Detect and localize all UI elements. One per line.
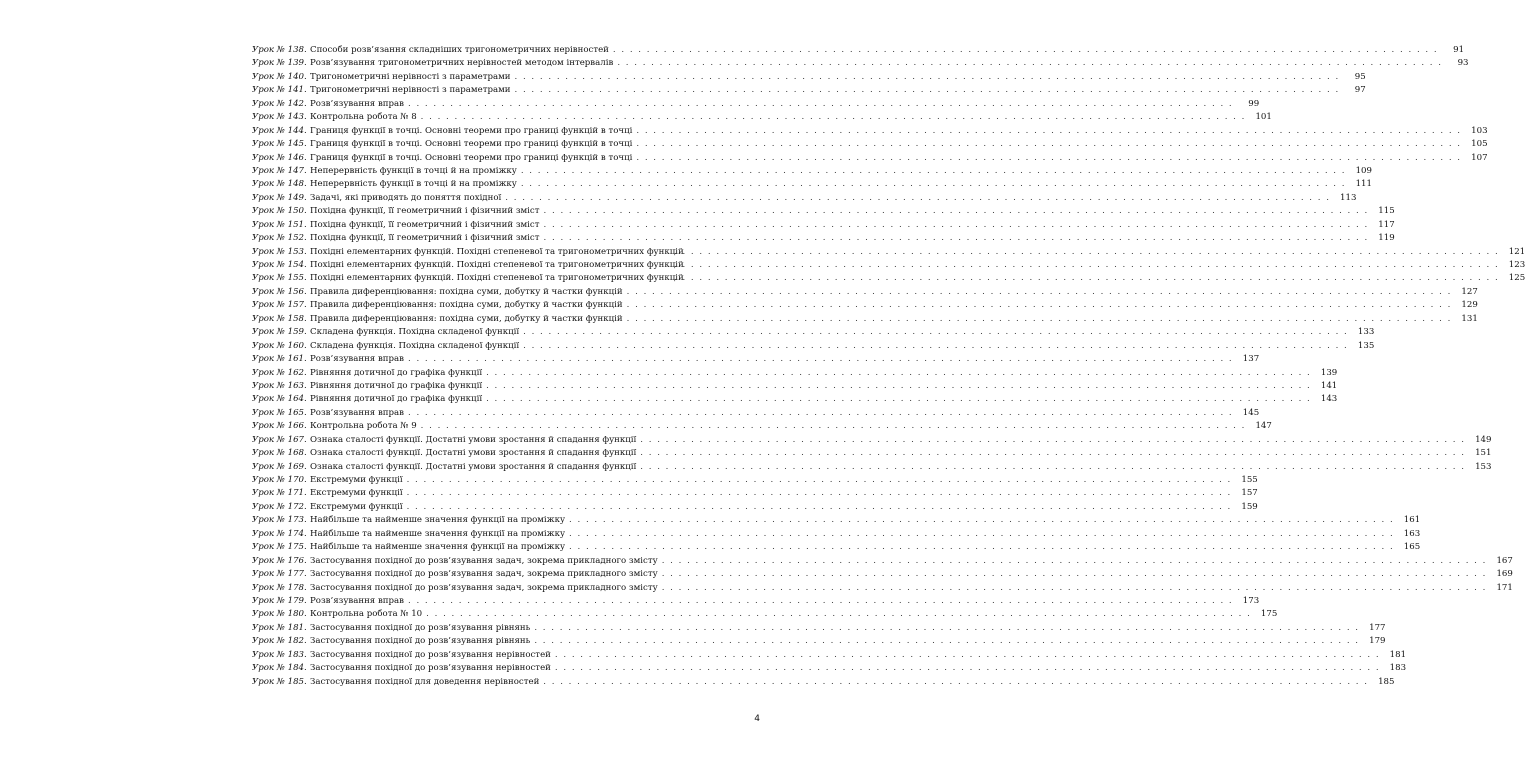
toc-row	[252, 528, 1421, 541]
lesson-title: Контрольна робота № 10	[310, 609, 423, 620]
dot-leader	[523, 326, 1348, 339]
dot-leader	[674, 246, 1499, 259]
lesson-title: Застосування похідної до розв’язування задач, зокрема прикладного змісту	[310, 569, 658, 580]
lesson-title: Тригонометричні нерівності з параметрами	[310, 85, 511, 96]
toc-row	[252, 313, 1478, 326]
dot-leader	[640, 461, 1465, 474]
lesson-title: Найбільше та найменше значення функції на проміжку	[310, 528, 566, 539]
dot-leader	[544, 219, 1369, 232]
lesson-number: Урок № 140.	[252, 71, 307, 82]
lesson-number: Урок № 159.	[252, 327, 307, 338]
toc-row	[252, 326, 1375, 339]
toc-row	[252, 635, 1386, 648]
dot-leader	[569, 514, 1394, 527]
dot-leader	[426, 608, 1251, 621]
toc-row	[252, 219, 1395, 232]
dot-leader	[555, 649, 1380, 662]
lesson-number: Урок № 176.	[252, 555, 307, 566]
toc-page-number: 147	[1255, 421, 1272, 432]
toc-row	[252, 165, 1372, 178]
dot-leader	[515, 71, 1340, 84]
lesson-title: Правила диференціювання: похідна суми, добутку й частки функцій	[310, 300, 623, 311]
lesson-title: Розв’язування вправ	[310, 407, 404, 418]
toc-row	[252, 676, 1395, 689]
dot-leader	[521, 178, 1346, 191]
toc-row	[252, 568, 1513, 581]
toc-row	[252, 246, 1525, 259]
lesson-number: Урок № 154.	[252, 260, 307, 270]
lesson-number: Урок № 164.	[252, 394, 307, 405]
lesson-number: Урок № 156.	[252, 286, 307, 297]
lesson-title: Рівняння дотичної до графіка функції	[310, 367, 483, 378]
lesson-title: Екстремуми функції	[310, 501, 403, 512]
lesson-number: Урок № 178.	[252, 582, 307, 593]
toc-row	[252, 447, 1492, 460]
lesson-number: Урок № 161.	[252, 354, 307, 365]
toc-row	[252, 259, 1525, 272]
dot-leader	[640, 447, 1465, 460]
dot-leader	[515, 84, 1340, 97]
lesson-number: Урок № 177.	[252, 569, 307, 580]
dot-leader	[627, 313, 1452, 326]
toc-row	[252, 622, 1386, 635]
dot-leader	[627, 299, 1452, 312]
lesson-number: Урок № 169.	[252, 461, 307, 472]
dot-leader	[486, 367, 1311, 380]
dot-leader	[543, 676, 1368, 689]
toc-page-number: 159	[1241, 501, 1258, 512]
lesson-title: Контрольна робота № 8	[310, 112, 417, 123]
toc-page-number: 113	[1340, 192, 1357, 203]
lesson-number: Урок № 175.	[252, 542, 307, 553]
toc-page-number: 115	[1378, 206, 1395, 217]
dot-leader	[640, 434, 1465, 447]
lesson-title: Складена функція. Похідна складеної функції	[310, 340, 520, 351]
toc-page-number: 183	[1389, 663, 1407, 674]
toc-page-number: 169	[1496, 569, 1513, 580]
toc-page-number: 131	[1461, 313, 1478, 324]
toc-row	[252, 367, 1338, 380]
lesson-number: Урок № 144.	[252, 125, 307, 136]
toc-row	[252, 380, 1338, 393]
lesson-title: Рівняння дотичної до графіка функції	[310, 394, 483, 405]
dot-leader	[407, 487, 1232, 500]
toc-page-number: 119	[1378, 233, 1395, 244]
dot-leader	[544, 205, 1369, 218]
dot-leader	[408, 407, 1233, 420]
dot-leader	[421, 420, 1246, 433]
lesson-title: Границя функції в точці. Основні теореми про границі функцій в точці	[310, 125, 633, 136]
lesson-number: Урок № 138.	[252, 45, 307, 55]
lesson-number: Урок № 167.	[252, 434, 307, 445]
dot-leader	[407, 474, 1232, 487]
lesson-number: Урок № 139.	[252, 58, 307, 69]
lesson-title: Застосування похідної до розв’язування нерівностей	[310, 663, 551, 674]
dot-leader	[486, 393, 1311, 406]
toc-page-number: 167	[1496, 555, 1513, 566]
toc-page-number: 145	[1242, 407, 1260, 418]
lesson-title: Похідні елементарних функцій. Похідні степеневої та тригонометричних функцій	[310, 273, 684, 284]
toc-row	[252, 393, 1338, 406]
lesson-number: Урок № 157.	[252, 300, 307, 311]
toc-row	[252, 152, 1488, 165]
lesson-number: Урок № 141.	[252, 85, 307, 96]
toc-page-number: 157	[1241, 488, 1258, 499]
dot-leader	[486, 380, 1311, 393]
toc-row	[252, 98, 1260, 111]
lesson-number: Урок № 171.	[252, 488, 307, 499]
toc-row	[252, 541, 1421, 554]
dot-leader	[613, 44, 1438, 57]
toc-row	[252, 205, 1395, 218]
lesson-title: Екстремуми функції	[310, 488, 403, 499]
lesson-title: Розв’язування вправ	[310, 595, 404, 606]
toc-page-number: 181	[1389, 649, 1407, 660]
lesson-title: Розв’язування вправ	[310, 354, 404, 365]
lesson-title: Застосування похідної до розв’язування рівнянь	[310, 622, 531, 633]
lesson-number: Урок № 172.	[252, 501, 307, 512]
toc-page-number: 163	[1403, 528, 1421, 539]
toc-row	[252, 138, 1488, 151]
lesson-title: Розв’язування вправ	[310, 98, 404, 109]
lesson-number: Урок № 179.	[252, 595, 307, 606]
lesson-title: Неперервність функції в точці й на проміжку	[310, 179, 517, 190]
toc-row	[252, 514, 1421, 527]
lesson-title: Екстремуми функції	[310, 475, 403, 485]
dot-leader	[662, 582, 1487, 595]
dot-leader	[408, 98, 1233, 111]
toc-page-number: 139	[1320, 367, 1338, 378]
toc-row	[252, 595, 1260, 608]
toc-page-number: 133	[1357, 327, 1375, 338]
lesson-number: Урок № 160.	[252, 340, 307, 351]
lesson-number: Урок № 151.	[252, 219, 307, 230]
dot-leader	[534, 635, 1359, 648]
lesson-title: Похідні елементарних функцій. Похідні степеневої та тригонометричних функцій	[310, 246, 684, 257]
toc-row	[252, 353, 1260, 366]
document-page	[246, 44, 1525, 734]
toc-page-number: 155	[1241, 475, 1258, 485]
toc-page-number: 153	[1475, 461, 1492, 472]
toc-page-number: 111	[1355, 179, 1372, 190]
dot-leader	[627, 286, 1452, 299]
lesson-number: Урок № 184.	[252, 663, 307, 674]
dot-leader	[636, 138, 1461, 151]
toc-row	[252, 407, 1260, 420]
toc-row	[252, 286, 1478, 299]
toc-page-number: 151	[1475, 448, 1492, 459]
toc-page-number: 101	[1255, 112, 1272, 123]
page-number: 4	[754, 714, 760, 724]
dot-leader	[555, 662, 1380, 675]
toc-row	[252, 178, 1372, 191]
toc-page-number: 93	[1457, 58, 1469, 69]
lesson-title: Способи розв’язання складніших тригонометричних нерівностей	[310, 45, 609, 55]
toc-page-number: 117	[1378, 219, 1395, 230]
lesson-number: Урок № 158.	[252, 313, 307, 324]
dot-leader	[636, 125, 1461, 138]
lesson-number: Урок № 165.	[252, 407, 307, 418]
lesson-title: Ознака сталості функції. Достатні умови зростання й спадання функції	[310, 448, 637, 459]
lesson-title: Застосування похідної до розв’язування задач, зокрема прикладного змісту	[310, 555, 658, 566]
lesson-title: Складена функція. Похідна складеної функції	[310, 327, 520, 338]
lesson-title: Похідні елементарних функцій. Похідні степеневої та тригонометричних функцій	[310, 260, 684, 270]
lesson-number: Урок № 150.	[252, 206, 307, 217]
lesson-number: Урок № 181.	[252, 622, 307, 633]
lesson-title: Контрольна робота № 9	[310, 421, 417, 432]
dot-leader	[534, 622, 1359, 635]
lesson-title: Задачі, які приводять до поняття похідної	[310, 192, 502, 203]
lesson-title: Правила диференціювання: похідна суми, добутку й частки функцій	[310, 286, 623, 297]
dot-leader	[569, 528, 1394, 541]
lesson-number: Урок № 162.	[252, 367, 307, 378]
toc-page-number: 127	[1461, 286, 1478, 297]
dot-leader	[421, 111, 1246, 124]
lesson-title: Правила диференціювання: похідна суми, добутку й частки функцій	[310, 313, 623, 324]
lesson-title: Застосування похідної до розв’язування нерівностей	[310, 649, 551, 660]
lesson-title: Границя функції в точці. Основні теореми про границі функцій в точці	[310, 139, 633, 150]
toc-row	[252, 487, 1258, 500]
toc-page-number: 129	[1461, 300, 1478, 311]
lesson-number: Урок № 182.	[252, 636, 307, 647]
toc-page-number: 175	[1260, 609, 1278, 620]
toc-page-number: 105	[1471, 139, 1488, 150]
toc-row	[252, 84, 1366, 97]
toc-row	[252, 232, 1395, 245]
toc-row	[252, 608, 1278, 621]
lesson-title: Неперервність функції в точці й на проміжку	[310, 165, 517, 176]
toc-row	[252, 501, 1258, 514]
lesson-title: Ознака сталості функції. Достатні умови зростання й спадання функції	[310, 461, 637, 472]
lesson-number: Урок № 185.	[252, 676, 307, 687]
lesson-title: Границя функції в точці. Основні теореми про границі функцій в точці	[310, 152, 633, 163]
toc-row	[252, 57, 1469, 70]
toc-row	[252, 272, 1525, 285]
lesson-number: Урок № 152.	[252, 233, 307, 244]
toc-page-number: 103	[1471, 125, 1488, 136]
dot-leader	[569, 541, 1394, 554]
toc-row	[252, 649, 1407, 662]
dot-leader	[408, 353, 1233, 366]
lesson-number: Урок № 146.	[252, 152, 307, 163]
toc-row	[252, 434, 1492, 447]
toc-row	[252, 474, 1258, 487]
toc-page-number: 143	[1320, 394, 1338, 405]
dot-leader	[662, 555, 1487, 568]
lesson-title: Ознака сталості функції. Достатні умови зростання й спадання функції	[310, 434, 637, 445]
toc-page-number: 177	[1369, 622, 1386, 633]
toc-row	[252, 299, 1478, 312]
lesson-number: Урок № 173.	[252, 515, 307, 526]
lesson-number: Урок № 155.	[252, 273, 307, 284]
lesson-number: Урок № 174.	[252, 528, 307, 539]
toc-row	[252, 461, 1492, 474]
dot-leader	[407, 501, 1232, 514]
toc-page-number: 97	[1354, 85, 1366, 96]
lesson-title: Застосування похідної до розв’язування задач, зокрема прикладного змісту	[310, 582, 658, 593]
toc-row	[252, 420, 1272, 433]
lesson-number: Урок № 166.	[252, 421, 307, 432]
toc-page-number: 185	[1378, 676, 1395, 687]
lesson-title: Рівняння дотичної до графіка функції	[310, 380, 483, 391]
toc-page-number: 141	[1320, 380, 1338, 391]
dot-leader	[544, 232, 1369, 245]
toc-page-number: 173	[1242, 595, 1260, 606]
dot-leader	[408, 595, 1233, 608]
dot-leader	[662, 568, 1487, 581]
lesson-title: Застосування похідної для доведення нерівностей	[310, 676, 540, 687]
toc-row	[252, 125, 1488, 138]
toc-page-number: 95	[1354, 71, 1366, 82]
toc-row	[252, 71, 1366, 84]
toc-page-number: 123	[1508, 260, 1525, 270]
toc-page-number: 179	[1369, 636, 1386, 647]
toc-row	[252, 44, 1465, 57]
lesson-number: Урок № 143.	[252, 112, 307, 123]
toc-page-number: 161	[1403, 515, 1421, 526]
toc-page-number: 107	[1471, 152, 1488, 163]
lesson-number: Урок № 170.	[252, 475, 307, 485]
table-of-contents	[252, 44, 1525, 689]
lesson-title: Розв’язування тригонометричних нерівностей методом інтервалів	[310, 58, 614, 69]
toc-page-number: 137	[1242, 354, 1260, 365]
lesson-title: Найбільше та найменше значення функції на проміжку	[310, 515, 566, 526]
lesson-title: Похідна функції, її геометричний і фізичний зміст	[310, 219, 540, 230]
toc-row	[252, 555, 1513, 568]
toc-page-number: 171	[1496, 582, 1513, 593]
toc-row	[252, 111, 1272, 124]
dot-leader	[674, 272, 1499, 285]
toc-page-number: 121	[1508, 246, 1525, 257]
lesson-number: Урок № 145.	[252, 139, 307, 150]
toc-page-number: 91	[1453, 45, 1465, 55]
lesson-number: Урок № 153.	[252, 246, 307, 257]
dot-leader	[636, 152, 1461, 165]
dot-leader	[617, 57, 1442, 70]
lesson-number: Урок № 142.	[252, 98, 307, 109]
toc-row	[252, 340, 1375, 353]
lesson-title: Застосування похідної до розв’язування рівнянь	[310, 636, 531, 647]
dot-leader	[505, 192, 1330, 205]
lesson-number: Урок № 183.	[252, 649, 307, 660]
toc-page-number: 109	[1355, 165, 1372, 176]
lesson-number: Урок № 168.	[252, 448, 307, 459]
lesson-number: Урок № 149.	[252, 192, 307, 203]
lesson-title: Найбільше та найменше значення функції на проміжку	[310, 542, 566, 553]
dot-leader	[523, 340, 1348, 353]
toc-page-number: 125	[1508, 273, 1525, 284]
toc-row	[252, 662, 1407, 675]
lesson-number: Урок № 163.	[252, 380, 307, 391]
lesson-title: Тригонометричні нерівності з параметрами	[310, 71, 511, 82]
lesson-number: Урок № 148.	[252, 179, 307, 190]
toc-page-number: 99	[1248, 98, 1260, 109]
lesson-title: Похідна функції, її геометричний і фізичний зміст	[310, 206, 540, 217]
dot-leader	[521, 165, 1346, 178]
toc-page-number: 165	[1403, 542, 1421, 553]
toc-page-number: 149	[1475, 434, 1492, 445]
toc-row	[252, 192, 1357, 205]
lesson-number: Урок № 147.	[252, 165, 307, 176]
toc-row	[252, 582, 1513, 595]
lesson-number: Урок № 180.	[252, 609, 307, 620]
toc-page-number: 135	[1357, 340, 1375, 351]
lesson-title: Похідна функції, її геометричний і фізичний зміст	[310, 233, 540, 244]
dot-leader	[674, 259, 1499, 272]
